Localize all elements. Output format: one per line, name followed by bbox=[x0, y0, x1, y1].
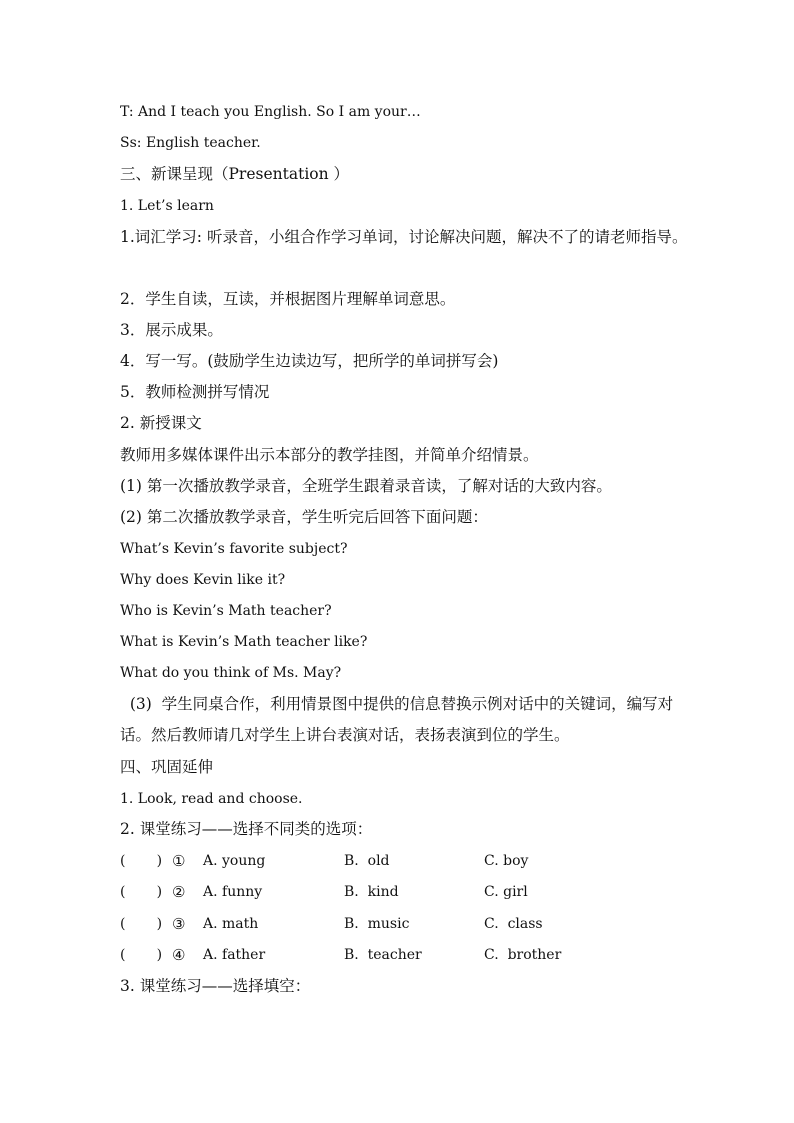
option-a: A. math bbox=[203, 916, 259, 932]
paragraph-pair-work: (3) 学生同桌合作，利用情景图中提供的信息替换示例对话中的关键词，编写对话。然后教师请几对学生上讲台表演对话，表扬表演到位的学生。 bbox=[120, 695, 674, 744]
step-first-play: (1) 第一次播放教学录音，全班学生跟着录音读，了解对话的大致内容。 bbox=[120, 477, 612, 495]
step-self-read: 2．学生自读，互读，并根据图片理解单词意思。 bbox=[120, 290, 456, 308]
option-b: B. kind bbox=[344, 884, 399, 900]
question-math-teacher: Who is Kevin’s Math teacher? bbox=[120, 603, 332, 619]
exercise-row bbox=[120, 852, 690, 872]
question-why-like: Why does Kevin like it? bbox=[120, 572, 286, 588]
paragraph-multimedia: 教师用多媒体课件出示本部分的教学挂图，并简单介绍情景。 bbox=[120, 446, 539, 464]
step-write: 4．写一写。(鼓励学生边读边写，把所学的单词拼写会) bbox=[120, 352, 499, 370]
answer-blank[interactable]: ( ) bbox=[120, 853, 163, 869]
question-number: ④ bbox=[172, 946, 186, 964]
option-c: C. brother bbox=[484, 947, 562, 963]
option-b: B. old bbox=[344, 853, 390, 869]
question-teacher-like: What is Kevin’s Math teacher like? bbox=[120, 634, 368, 650]
answer-blank[interactable]: ( ) bbox=[120, 884, 163, 900]
option-a: A. funny bbox=[203, 884, 263, 900]
option-b: B. music bbox=[344, 916, 410, 932]
subheading-new-text: 2. 新授课文 bbox=[120, 414, 202, 432]
answer-blank[interactable]: ( ) bbox=[120, 947, 163, 963]
exercise-row bbox=[120, 883, 690, 903]
section-heading-consolidation: 四、巩固延伸 bbox=[120, 758, 214, 776]
option-c: C. girl bbox=[484, 884, 528, 900]
dialogue-line-teacher: T: And I teach you English. So I am your… bbox=[120, 104, 421, 120]
option-a: A. father bbox=[203, 947, 266, 963]
question-number: ② bbox=[172, 883, 186, 901]
question-number: ① bbox=[172, 852, 186, 870]
step-show-results: 3．展示成果。 bbox=[120, 321, 223, 339]
subheading-exercise-fill-in: 3. 课堂练习——选择填空： bbox=[120, 977, 311, 995]
option-c: C. boy bbox=[484, 853, 529, 869]
question-number: ③ bbox=[172, 915, 186, 933]
option-c: C. class bbox=[484, 916, 543, 932]
option-a: A. young bbox=[203, 853, 266, 869]
subheading-lets-learn: 1. Let’s learn bbox=[120, 198, 214, 214]
step-check-spelling: 5．教师检测拼写情况 bbox=[120, 383, 270, 401]
dialogue-line-students: Ss: English teacher. bbox=[120, 135, 261, 151]
step-second-play: (2) 第二次播放教学录音，学生听完后回答下面问题： bbox=[120, 508, 488, 526]
paragraph-vocabulary: 1.词汇学习: 听录音，小组合作学习单词，讨论解决问题，解决不了的请老师指导。 bbox=[120, 228, 688, 246]
exercise-row bbox=[120, 946, 690, 966]
option-b: B. teacher bbox=[344, 947, 422, 963]
question-favorite-subject: What’s Kevin’s favorite subject? bbox=[120, 541, 348, 557]
answer-blank[interactable]: ( ) bbox=[120, 916, 163, 932]
question-ms-may: What do you think of Ms. May? bbox=[120, 665, 342, 681]
subheading-look-read-choose: 1. Look, read and choose. bbox=[120, 791, 303, 807]
subheading-exercise-odd-one-out: 2. 课堂练习——选择不同类的选项： bbox=[120, 820, 373, 838]
exercise-row bbox=[120, 915, 690, 935]
section-heading-presentation: 三、新课呈现（Presentation ） bbox=[120, 165, 350, 183]
